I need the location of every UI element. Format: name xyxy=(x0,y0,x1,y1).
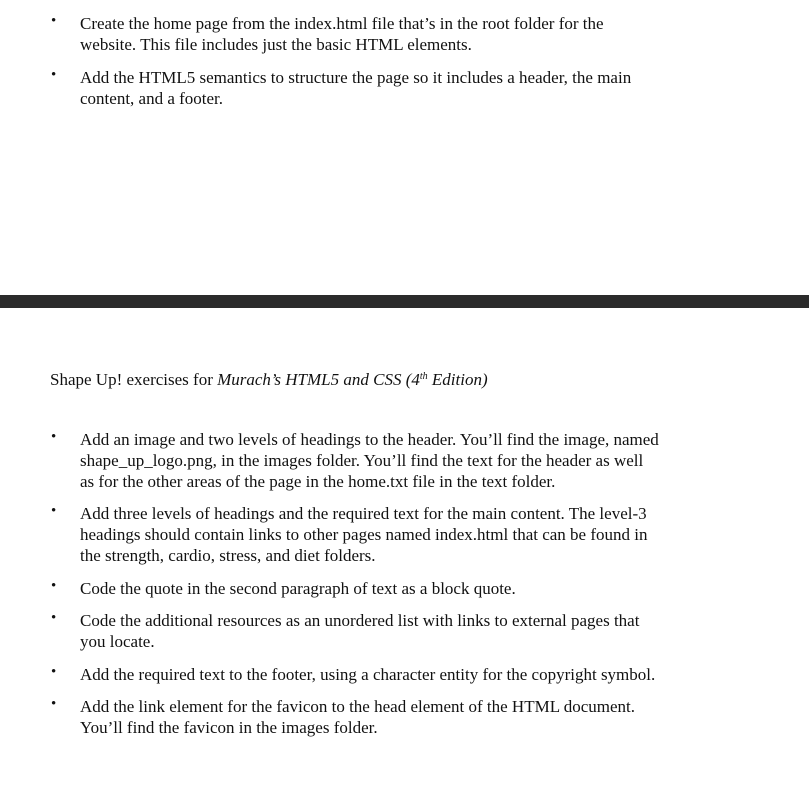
bullet-icon: • xyxy=(51,578,57,594)
bullet-icon: • xyxy=(51,503,57,519)
title-suffix: Edition) xyxy=(427,370,488,389)
title-book: Murach’s HTML5 and CSS (4 xyxy=(217,370,420,389)
bullet-icon: • xyxy=(51,13,57,29)
bullet-text-line: You’ll find the favicon in the images folder. xyxy=(80,718,378,737)
title-prefix: Shape Up! exercises for xyxy=(50,370,218,389)
bullet-text-line: headings should contain links to other pages named index.html that can be found in xyxy=(80,525,648,544)
bullet-text-line: you locate. xyxy=(80,632,155,651)
bullet-icon: • xyxy=(51,67,57,83)
bullet-text-line: Add the required text to the footer, using a character entity for the copyright symbol. xyxy=(80,665,656,684)
bullet-text-line: content, and a footer. xyxy=(80,89,224,108)
bullet-text-line: Add an image and two levels of headings to the header. You’ll find the image, named xyxy=(80,430,659,449)
bullet-text-line: website. This file includes just the basic HTML elements. xyxy=(80,35,472,54)
page-divider xyxy=(0,295,809,308)
bullet-text-line: Code the quote in the second paragraph of text as a block quote. xyxy=(80,579,516,598)
bullet-text-line: Add three levels of headings and the required text for the main content. The level-3 xyxy=(80,504,647,523)
bullet-text-line: Add the link element for the favicon to the head element of the HTML document. xyxy=(80,697,635,716)
bullet-icon: • xyxy=(51,696,57,712)
exercises-title xyxy=(50,369,488,391)
bullet-text-line: shape_up_logo.png, in the images folder. You’ll find the text for the header as well xyxy=(80,451,644,470)
bullet-text-line: Create the home page from the index.html file that’s in the root folder for the xyxy=(80,14,604,33)
bullet-icon: • xyxy=(51,664,57,680)
bullet-text-line: Add the HTML5 semantics to structure the page so it includes a header, the main xyxy=(80,68,632,87)
title-sup: th xyxy=(419,371,428,382)
bullet-text-line: the strength, cardio, stress, and diet folders. xyxy=(80,546,376,565)
bullet-icon: • xyxy=(51,429,57,445)
bullet-text-line: as for the other areas of the page in the home.txt file in the text folder. xyxy=(80,472,556,491)
bullet-text-line: Code the additional resources as an unordered list with links to external pages that xyxy=(80,611,640,630)
bullet-icon: • xyxy=(51,610,57,626)
